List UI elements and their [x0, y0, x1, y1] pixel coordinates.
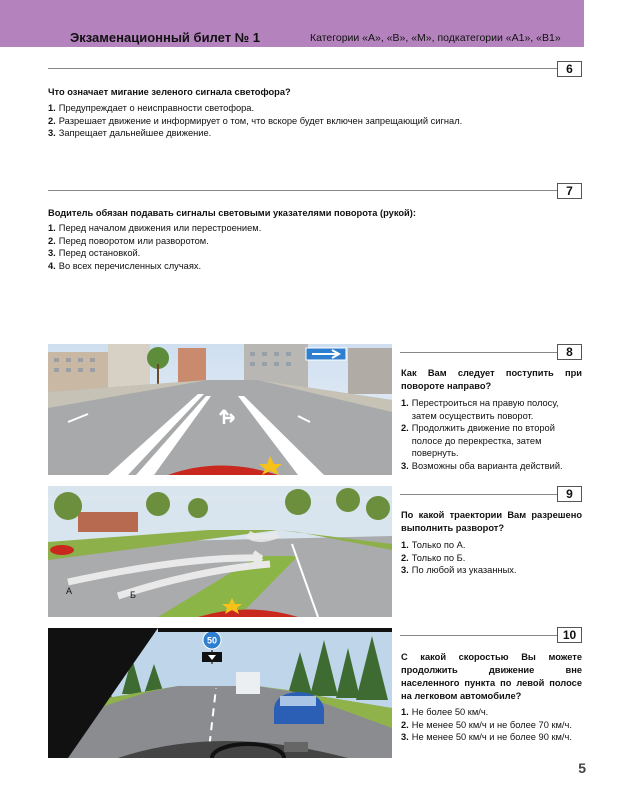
ticket-categories: Категории «А», «В», «М», подкатегории «А1», «В1» — [310, 32, 561, 44]
answer-number: 3. — [48, 128, 56, 138]
answer-option — [48, 235, 582, 248]
answer-text: Запрещает дальнейшее движение. — [58, 128, 212, 138]
answer-option — [401, 539, 582, 552]
answer-option — [401, 460, 582, 473]
question-6-answers — [48, 102, 582, 140]
answer-number: 3. — [401, 565, 409, 575]
answer-option — [48, 222, 582, 235]
answer-number: 2. — [48, 115, 56, 126]
answer-text: Не менее 50 км/ч и не более 90 км/ч. — [411, 732, 572, 742]
answer-number: 1. — [401, 540, 409, 550]
question-9-photo — [48, 486, 392, 617]
question-9-answers — [401, 539, 582, 577]
answer-option — [401, 552, 582, 565]
answer-text: Разрешает движение и информирует о том, что вскоре будет включен запрещающий сигнал. — [58, 115, 463, 126]
answer-number: 3. — [401, 460, 409, 471]
question-8-answers — [401, 397, 582, 472]
question-8-divider — [400, 352, 582, 353]
answer-number: 2. — [401, 423, 409, 433]
answer-option — [48, 127, 582, 140]
answer-option — [401, 397, 582, 422]
question-7-answers — [48, 222, 582, 272]
answer-option — [48, 247, 582, 260]
answer-text: По любой из указанных. — [411, 565, 517, 575]
page-number: 5 — [578, 760, 586, 776]
answer-number: 3. — [401, 732, 409, 742]
answer-option — [401, 731, 582, 744]
answer-number: 3. — [48, 248, 56, 258]
answer-text: Продолжить движение по второй полосе до перекрестка, затем повернуть. — [411, 423, 555, 458]
answer-number: 2. — [401, 552, 409, 563]
answer-number: 2. — [48, 235, 56, 246]
answer-option — [48, 115, 582, 128]
answer-option — [401, 719, 582, 732]
answer-number: 2. — [401, 719, 409, 730]
question-6-divider — [48, 68, 582, 69]
answer-text: Перестроиться на правую полосу, затем осуществить поворот. — [411, 398, 559, 421]
trajectory-label-b: Б — [130, 590, 136, 600]
answer-text: Возможны оба варианта действий. — [411, 460, 563, 471]
question-8-number: 8 — [557, 344, 582, 360]
question-9-divider — [400, 494, 582, 495]
answer-text: Перед началом движения или перестроением. — [58, 223, 262, 233]
question-10-number: 10 — [557, 627, 582, 643]
answer-text: Не более 50 км/ч. — [411, 707, 489, 717]
question-9-number: 9 — [557, 486, 582, 502]
answer-option — [48, 102, 582, 115]
question-10-answers — [401, 706, 582, 744]
question-9-text: По какой траектории Вам разрешено выполнить разворот? — [401, 510, 582, 533]
answer-text: Предупреждает о неисправности светофора. — [58, 103, 255, 113]
answer-option — [401, 564, 582, 577]
question-10-photo — [48, 628, 392, 758]
answer-number: 1. — [401, 707, 409, 717]
question-8-text: Как Вам следует поступить при повороте направо? — [401, 368, 582, 391]
answer-text: Только по А. — [411, 540, 466, 550]
ticket-title: Экзаменационный билет № 1 — [70, 30, 261, 45]
answer-option — [48, 260, 582, 273]
answer-text: Во всех перечисленных случаях. — [58, 260, 202, 271]
answer-text: Только по Б. — [411, 552, 466, 563]
answer-text: Перед остановкой. — [58, 248, 141, 258]
speed-sign-value: 50 — [206, 635, 218, 646]
answer-number: 4. — [48, 260, 56, 271]
answer-option — [401, 422, 582, 460]
page-header — [0, 0, 584, 47]
question-6-text: Что означает мигание зеленого сигнала светофора? — [48, 87, 291, 97]
question-10-text: С какой скоростью Вы можете продолжить движение вне населенного пункта по левой полосе на легковом автомобиле? — [401, 652, 582, 701]
answer-number: 1. — [48, 103, 56, 113]
question-7-divider — [48, 190, 582, 191]
answer-number: 1. — [48, 223, 56, 233]
question-8-photo — [48, 344, 392, 475]
answer-number: 1. — [401, 398, 409, 408]
answer-option — [401, 706, 582, 719]
question-7-number: 7 — [557, 183, 582, 199]
answer-text: Не менее 50 км/ч и не более 70 км/ч. — [411, 719, 572, 730]
question-6-number: 6 — [557, 61, 582, 77]
trajectory-label-a: А — [66, 586, 73, 596]
question-10-divider — [400, 635, 582, 636]
answer-text: Перед поворотом или разворотом. — [58, 235, 209, 246]
question-7-text: Водитель обязан подавать сигналы световыми указателями поворота (рукой): — [48, 208, 416, 218]
